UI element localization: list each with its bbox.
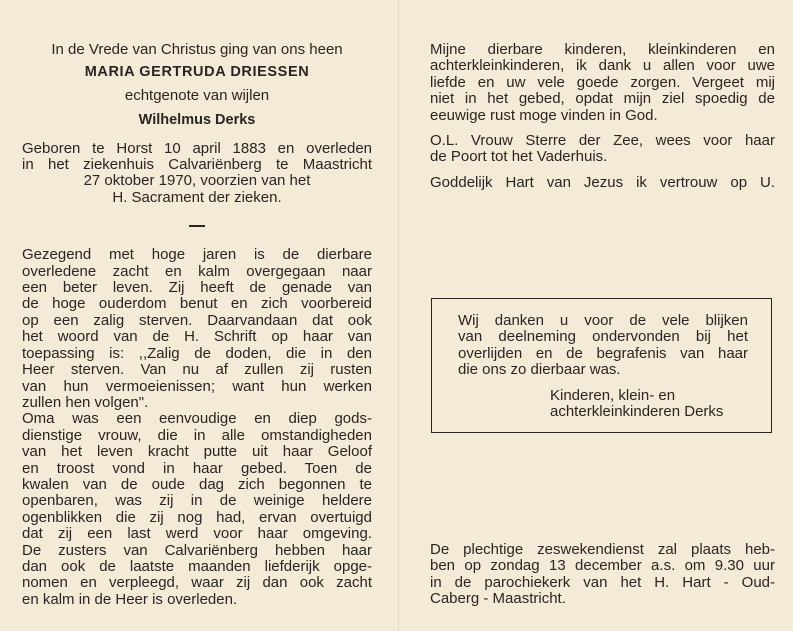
text-line: van het leven kracht putte uit haar Geloof [22,443,372,461]
text-line: de Poort tot het Vaderhuis. [430,148,608,166]
text-line: niet in het gebed, opdat mijn ziel spoedig de [430,90,775,108]
text-line: eeuwige rust moge vinden in God. [430,106,658,124]
text-line: O.L. Vrouw Sterre der Zee, wees voor haar [430,132,775,150]
invocation-line [430,175,775,191]
thank-you-box [431,298,772,433]
bio-line: H. Sacrament der zieken. [112,188,282,206]
text-line: dan ook de laatste maanden liefderijk opge- [22,557,372,575]
text-line: Oma was een eenvoudige en diep gods- [22,410,372,428]
text-line: een beter leven. Zij heeft de genade van [22,279,372,297]
text-line: Mijne dierbare kinderen, kleinkinderen en [430,41,775,58]
text-line: ben op zondag 13 december a.s. om 9.30 uur [430,557,775,575]
husband-name: Wilhelmus Derks [138,112,256,129]
text-line: nomen en verpleegd, waar zij dan ook zacht [22,574,372,592]
separator-dash [189,225,205,227]
spouse-intro: echtgenote van wijlen [124,86,270,104]
text-line: Goddelijk Hart van Jezus ik vertrouw op U. [430,173,775,191]
signature-line: Kinderen, klein- en [550,386,676,404]
text-line: De plechtige zeswekendienst zal plaats heb- [430,541,775,558]
farewell-paragraph [430,42,775,124]
service-announcement [430,542,775,608]
text-line: Caberg - Maastricht. [430,590,566,608]
text-line: De zusters van Calvariënberg hebben haar [22,541,372,559]
signature-line: achterkleinkinderen Derks [550,403,724,421]
text-line: Gezegend met hoge jaren is de dierbare [22,246,372,264]
text-line: van hun vermoeienissen; want hun werken [22,377,372,395]
prayer-paragraph [430,133,775,166]
text-line: openbaren, was zij in de weinige heldere [22,492,372,510]
left-page [22,40,372,608]
text-line: het woord van de H. Schrift op haar van [22,328,372,346]
bio-line: in het ziekenhuis Calvariënberg te Maastricht [22,156,372,174]
text-line: toepassing is: ,,Zalig de doden, die in den [22,344,372,362]
deceased-name: MARIA GERTRUDA DRIESSEN [84,64,310,81]
text-line: overledene zacht en kalm overgegaan naar [22,262,372,280]
text-line: en kalm in de Heer is overleden. [22,590,238,608]
intro-text: In de Vrede van Christus ging van ons heen [51,41,343,58]
bio-line: 27 oktober 1970, voorzien van het [83,172,311,190]
biography [22,141,372,207]
text-line: die ons zo dierbaar was. [458,361,621,379]
bio-line: Geboren te Horst 10 april 1883 en overleden [22,139,372,157]
right-page [430,42,775,191]
text-line: in de parochiekerk van het H. Hart - Oud- [430,573,775,591]
text-line: ogenblikken die zij nog had, ervan overtuigd [22,508,372,526]
text-line: kwalen van de oude dag zich begonnen te [22,475,372,493]
text-line: dat zij een last werd voor haar omgeving. [22,525,372,543]
card-fold [398,0,399,631]
text-line: op een zalig sterven. Daarvandaan dat ook [22,311,372,329]
text-line: overlijden en de begrafenis van haar [458,344,748,362]
text-line: van deelneming ondervonden bij het [458,328,748,346]
text-line: Wij danken u voor de vele blijken [458,312,748,329]
thank-you-text [458,313,748,420]
memorial-text [22,247,372,608]
text-line: zullen hen volgen". [22,393,149,411]
text-line: achterkleinkinderen, ik dank u allen voor uwe [430,57,775,75]
text-line: en troost vond in haar gebed. Toen de [22,459,372,477]
text-line: Heer sterven. Van nu af zullen zij rusten [22,361,372,379]
text-line: liefde en uw vele goede zorgen. Vergeet mij [430,73,775,91]
text-line: dienstige vrouw, die in alle omstandigheden [22,426,372,444]
family-signature [550,388,748,421]
text-line: de hoge ouderdom benut en zich voorbereid [22,295,372,313]
